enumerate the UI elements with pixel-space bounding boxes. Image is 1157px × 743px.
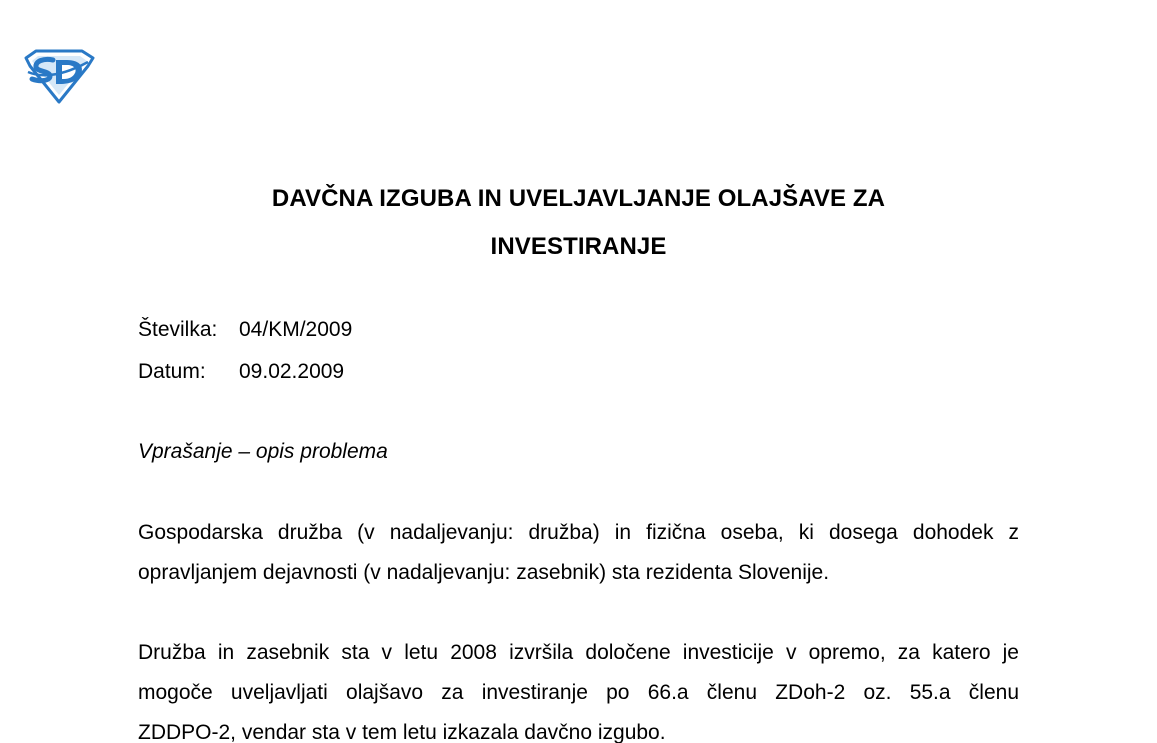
paragraph-2 (138, 641, 1019, 743)
document-date-label: Datum: (138, 360, 206, 383)
document-title-line-2: INVESTIRANJE (490, 233, 667, 260)
sd-shield-logo-icon (22, 48, 96, 104)
document-title-line-1: DAVČNA IZGUBA IN UVELJAVLJANJE OLAJŠAVE ZA (271, 185, 886, 212)
paragraph-line: mogoče uveljavljati olajšavo za investiranje po 66.a členu ZDoh-2 oz. 55.a členu (138, 681, 1019, 704)
paragraph-line: Družba in zasebnik sta v letu 2008 izvršila določene investicije v opremo, za katero je (138, 641, 1019, 664)
document-date-value: 09.02.2009 (239, 360, 345, 383)
paragraph-line: opravljanjem dejavnosti (v nadaljevanju: zasebnik) sta rezidenta Slovenije. (138, 561, 830, 584)
document-number-label: Številka: (138, 318, 218, 341)
paragraph-1 (138, 521, 1019, 601)
paragraph-line: ZDDPO-2, vendar sta v tem letu izkazala davčno izgubo. (138, 721, 666, 743)
document-date-row (138, 360, 344, 384)
section-heading: Vprašanje – opis problema (138, 440, 388, 463)
document-number-row (138, 318, 352, 342)
document-number-value: 04/KM/2009 (239, 318, 353, 341)
paragraph-line: Gospodarska družba (v nadaljevanju: družba) in fizična oseba, ki dosega dohodek z (138, 521, 1019, 544)
